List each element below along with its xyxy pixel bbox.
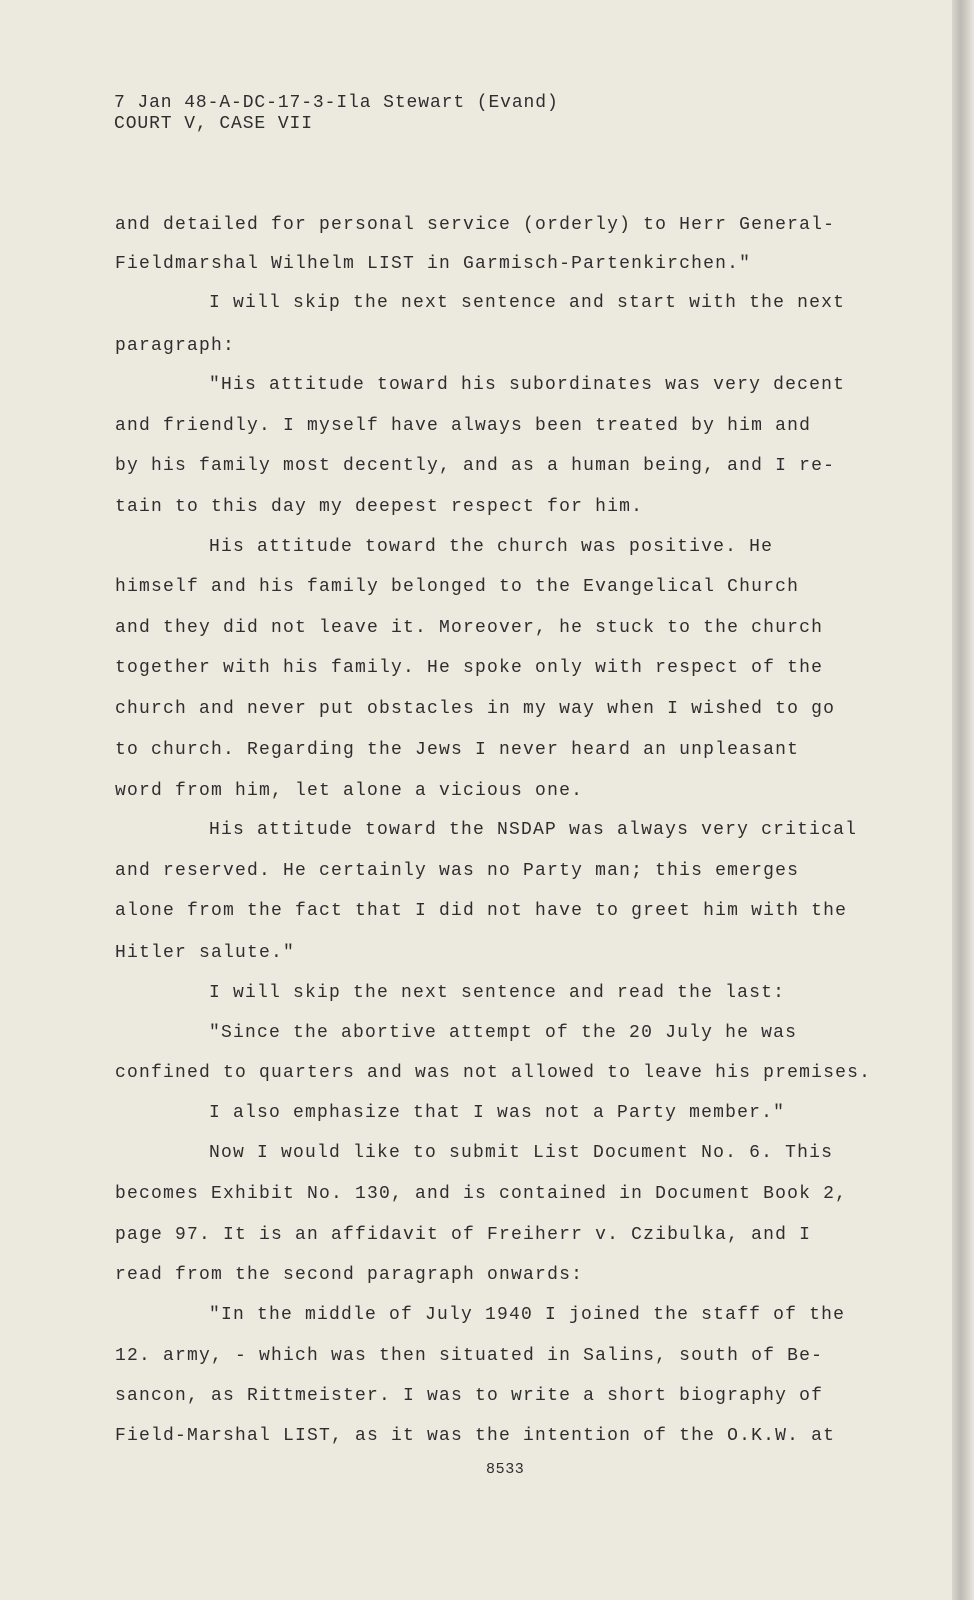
text-line: to church. Regarding the Jews I never heard an unpleasant	[115, 740, 800, 760]
text-line: by his family most decently, and as a human being, and I re-	[115, 456, 836, 476]
text-line: sancon, as Rittmeister. I was to write a short biography of	[115, 1386, 824, 1406]
text-line: alone from the fact that I did not have to greet him with the	[115, 901, 848, 921]
text-line: himself and his family belonged to the Evangelical Church	[115, 577, 800, 597]
text-line: and friendly. I myself have always been treated by him and	[115, 416, 812, 436]
page-edge	[952, 0, 974, 1600]
text-line: "Since the abortive attempt of the 20 July he was	[209, 1023, 798, 1043]
text-line: word from him, let alone a vicious one.	[115, 781, 584, 801]
text-line: Hitler salute."	[115, 943, 296, 963]
text-line: Now I would like to submit List Document No. 6. This	[209, 1143, 834, 1163]
text-line: and they did not leave it. Moreover, he stuck to the church	[115, 618, 824, 638]
text-line: I will skip the next sentence and read the last:	[209, 983, 786, 1003]
text-line: 12. army, - which was then situated in Salins, south of Be-	[115, 1346, 824, 1366]
text-line: and detailed for personal service (orderly) to Herr General-	[115, 215, 836, 235]
text-line: together with his family. He spoke only with respect of the	[115, 658, 824, 678]
text-line: I also emphasize that I was not a Party member."	[209, 1103, 786, 1123]
text-line: "In the middle of July 1940 I joined the staff of the	[209, 1305, 846, 1325]
page-number: 8533	[486, 1461, 525, 1478]
text-line: His attitude toward the church was positive. He	[209, 537, 774, 557]
text-line: "His attitude toward his subordinates was very decent	[209, 375, 846, 395]
text-line: Field-Marshal LIST, as it was the intention of the O.K.W. at	[115, 1426, 836, 1446]
text-line: becomes Exhibit No. 130, and is contained in Document Book 2,	[115, 1184, 848, 1204]
header-line-1: 7 Jan 48-A-DC-17-3-Ila Stewart (Evand)	[114, 93, 559, 113]
text-line: confined to quarters and was not allowed to leave his premises.	[115, 1063, 872, 1083]
text-line: Fieldmarshal Wilhelm LIST in Garmisch-Partenkirchen."	[115, 254, 752, 274]
text-line: church and never put obstacles in my way when I wished to go	[115, 699, 836, 719]
header-line-2: COURT V, CASE VII	[114, 114, 313, 134]
text-line: paragraph:	[115, 336, 236, 356]
text-line: and reserved. He certainly was no Party man; this emerges	[115, 861, 800, 881]
text-line: His attitude toward the NSDAP was always very critical	[209, 820, 858, 840]
text-line: I will skip the next sentence and start with the next	[209, 293, 846, 313]
text-line: tain to this day my deepest respect for him.	[115, 497, 644, 517]
text-line: page 97. It is an affidavit of Freiherr v. Czibulka, and I	[115, 1225, 812, 1245]
text-line: read from the second paragraph onwards:	[115, 1265, 584, 1285]
